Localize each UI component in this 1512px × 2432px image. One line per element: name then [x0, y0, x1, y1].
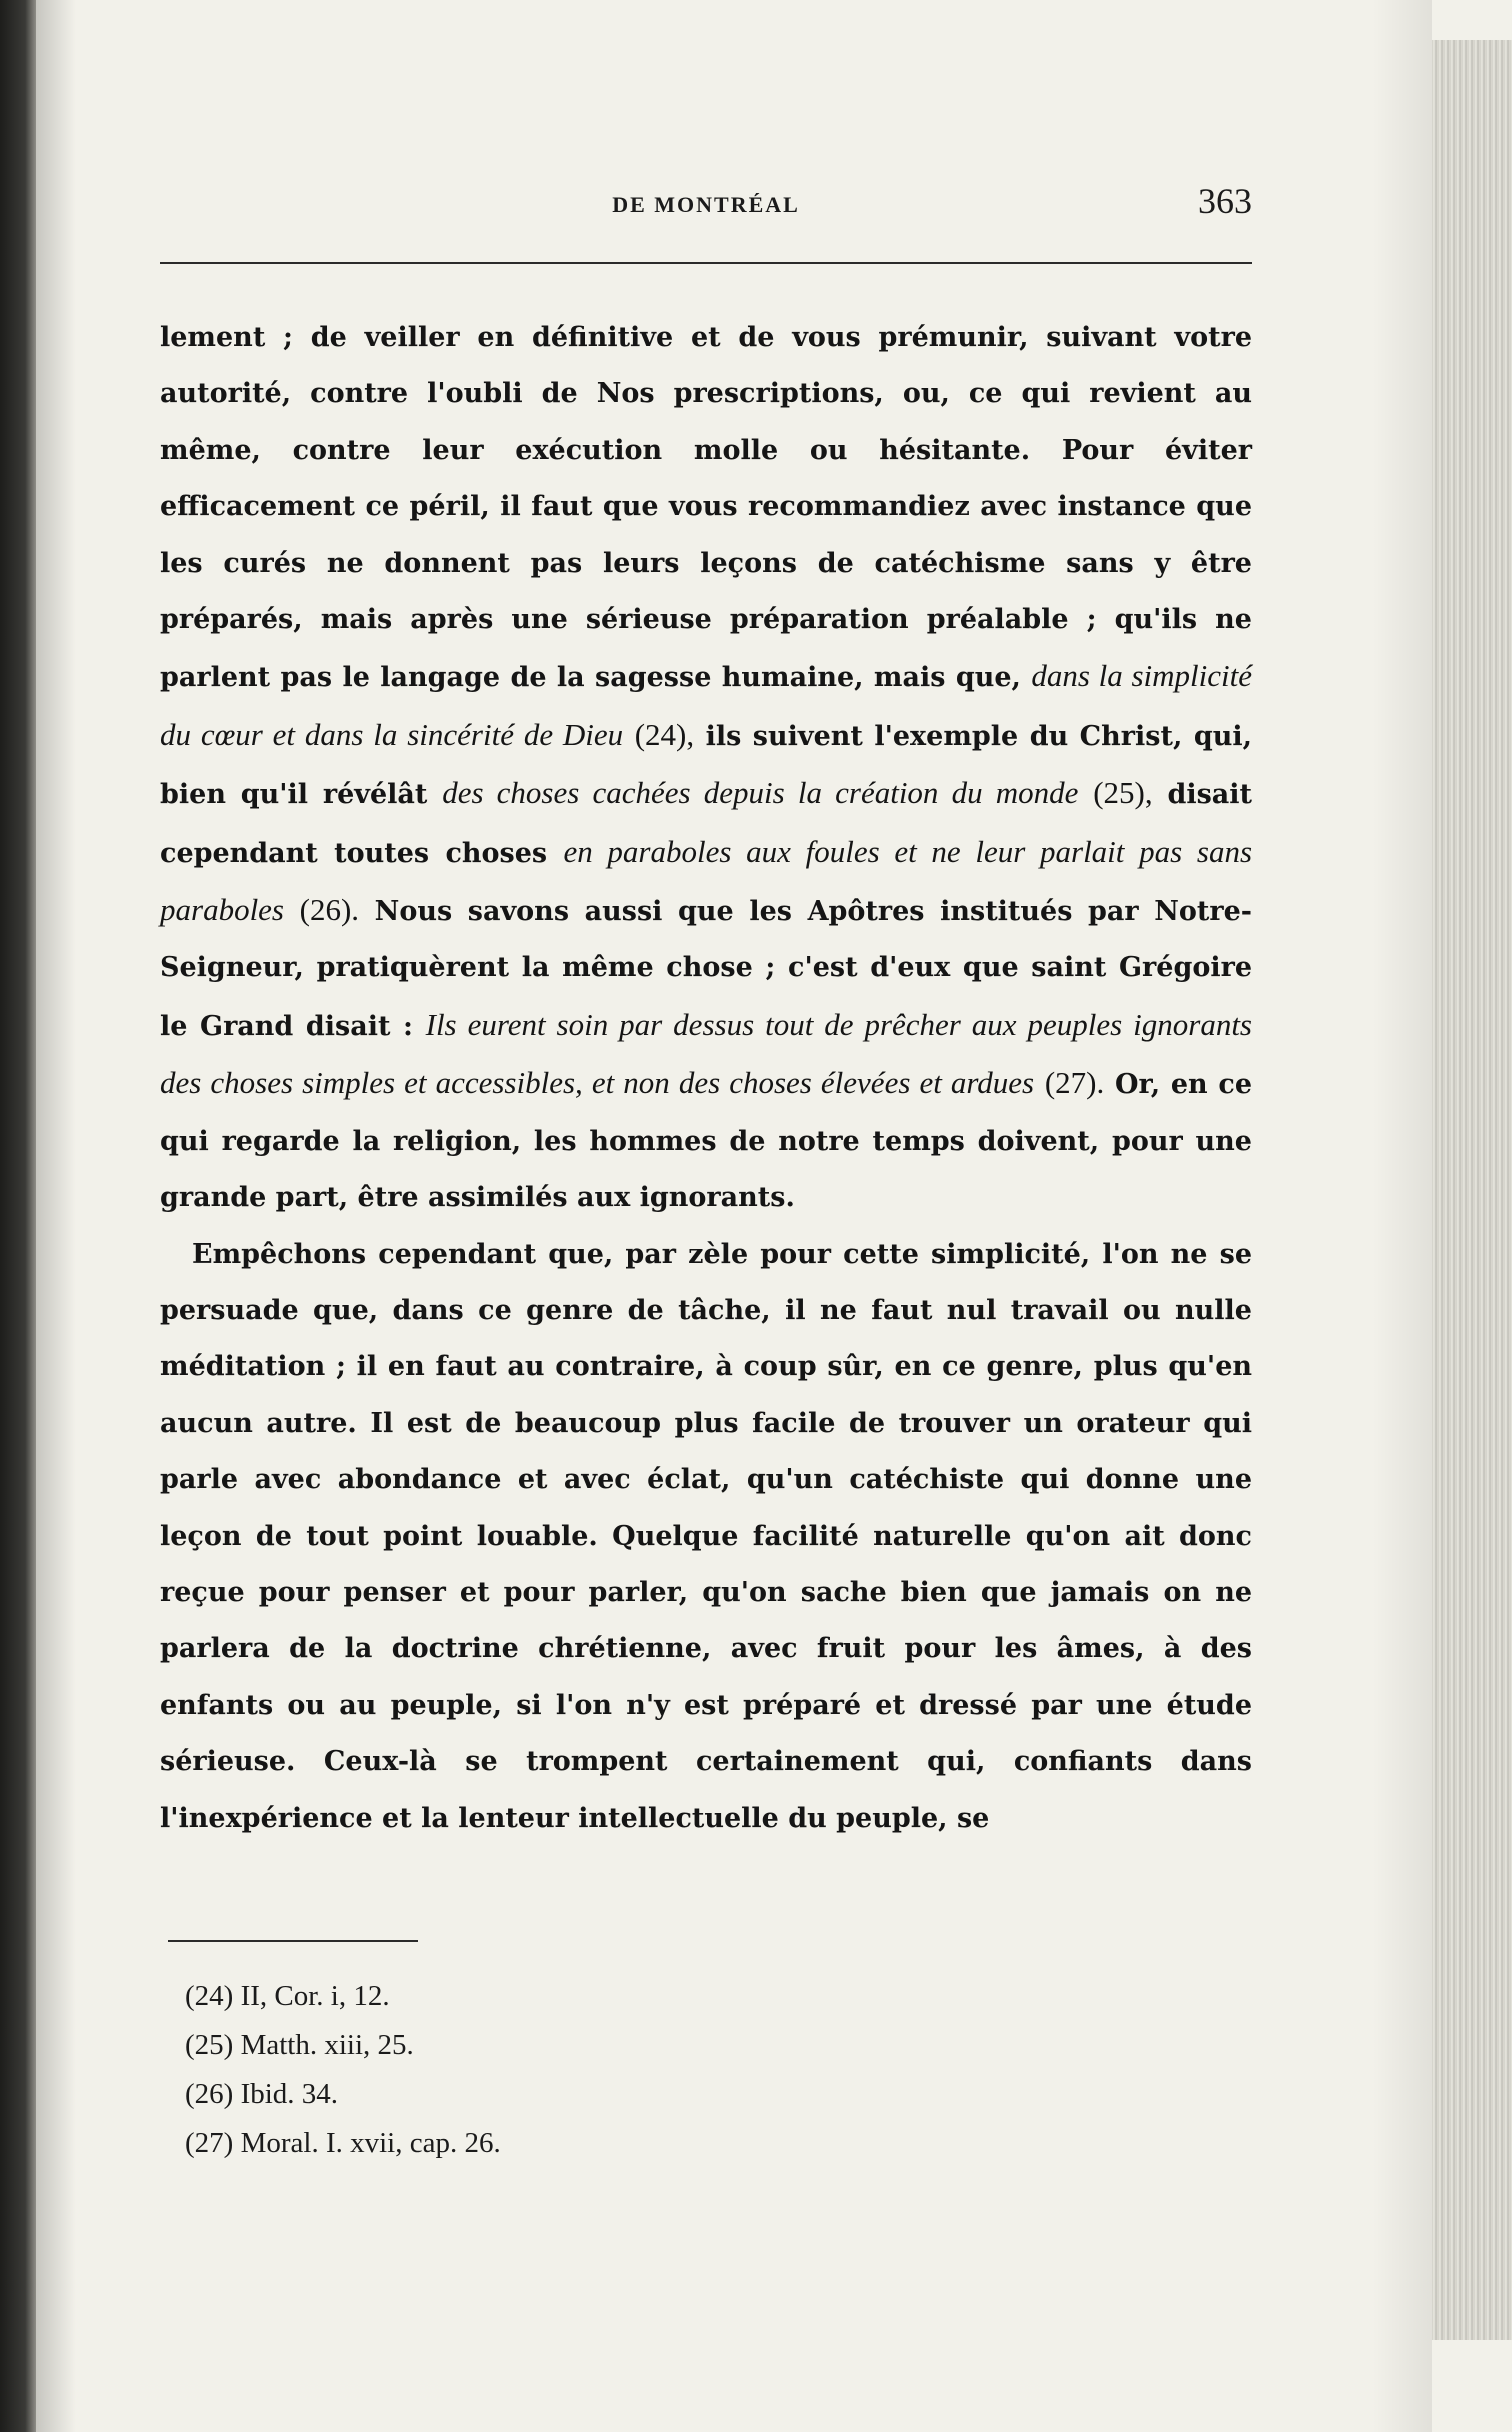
paragraph-1: [160, 310, 1252, 1227]
running-head: DE MONTRÉAL: [612, 192, 800, 217]
footnote-ref: (26).: [299, 892, 360, 928]
italic-quote: Ils eurent soin par dessus tout de prêcher aux peuples ignorants des choses simples et accessibles, et non des choses élevées et ardues: [160, 1006, 1252, 1101]
text-run: ils suivent l'exemple du Christ, qui, bien qu'il révélât: [160, 720, 1253, 811]
footnote-number: (27): [185, 2127, 234, 2159]
text-run: lement ; de veiller en définitive et de vous prémunir, suivant votre autorité, contre l'oubli de Nos prescriptions, ou, ce qui revient au même, contre leur exécution molle ou hésitante. Pour éviter efficacement ce péril, il faut que vous recommandiez avec instance que les curés ne donnent pas leurs leçons de catéchisme sans y être préparés, mais après une sérieuse préparation préalable ; qu'ils ne parlent pas le langage de la sagesse humaine, mais que,: [160, 322, 1252, 694]
header-rule: [160, 262, 1252, 264]
footnote-text: Moral. I. xvii, cap. 26.: [240, 2127, 501, 2159]
book-spine: [0, 0, 36, 2432]
footnote-text: II, Cor. i, 12.: [240, 1980, 390, 2012]
text-run: disait cependant toutes choses: [160, 779, 1253, 869]
footnote: [185, 1972, 1085, 2021]
italic-quote: des choses cachées depuis la création du monde: [442, 775, 1079, 811]
footnote-ref: (27).: [1044, 1065, 1105, 1101]
footnote-text: Matth. xiii, 25.: [240, 2029, 414, 2061]
footnote: [185, 2021, 1085, 2070]
footnote-number: (25): [185, 2029, 234, 2061]
footnotes: [185, 1972, 1085, 2168]
footnote: [185, 2070, 1085, 2119]
page-edges: [1432, 40, 1512, 2340]
text-run: Or, en ce qui regarde la religion, les hommes de notre temps doivent, pour une grande part, être assimilés aux ignorants.: [160, 1069, 1252, 1214]
footnote-rule: [168, 1940, 418, 1942]
body-text: [160, 310, 1252, 1847]
footnote-text: Ibid. 34.: [240, 2078, 339, 2110]
page-header: [160, 180, 1252, 230]
page-edge-shadow: [1372, 0, 1432, 2432]
text-run: Nous savons aussi que les Apôtres institués par Notre-Seigneur, pratiquèrent la même chose ; c'est d'eux que saint Grégoire le Grand disait :: [160, 896, 1252, 1042]
footnote-ref: (25),: [1093, 775, 1153, 811]
page-number: 363: [1198, 181, 1252, 221]
paragraph-2: Empêchons cependant que, par zèle pour cette simplicité, l'on ne se persuade que, dans ce genre de tâche, il ne faut nul travail ou nulle méditation ; il en faut au contraire, à coup sûr, en ce genre, plus qu'en aucun autre. Il est de beaucoup plus facile de trouver un orateur qui parle avec abondance et avec éclat, qu'un catéchiste qui donne une leçon de tout point louable. Quelque facilité naturelle qu'on ait donc reçue pour penser et pour parler, qu'on sache bien que jamais on ne parlera de la doctrine chrétienne, avec fruit pour les âmes, à des enfants ou au peuple, si l'on n'y est préparé et dressé par une étude sérieuse. Ceux-là se trompent certainement qui, confiants dans l'inexpérience et la lenteur intellectuelle du peuple, se: [160, 1238, 1252, 1834]
italic-quote: en paraboles aux foules et ne leur parlait pas sans paraboles: [160, 833, 1253, 928]
footnote-ref: (24),: [634, 716, 695, 752]
italic-quote: dans la simplicité du cœur et dans la sincérité de Dieu: [160, 658, 1252, 752]
footnote: [185, 2119, 1085, 2168]
gutter-shadow: [36, 0, 76, 2432]
footnote-number: (26): [185, 2078, 234, 2110]
footnote-number: (24): [185, 1980, 234, 2012]
